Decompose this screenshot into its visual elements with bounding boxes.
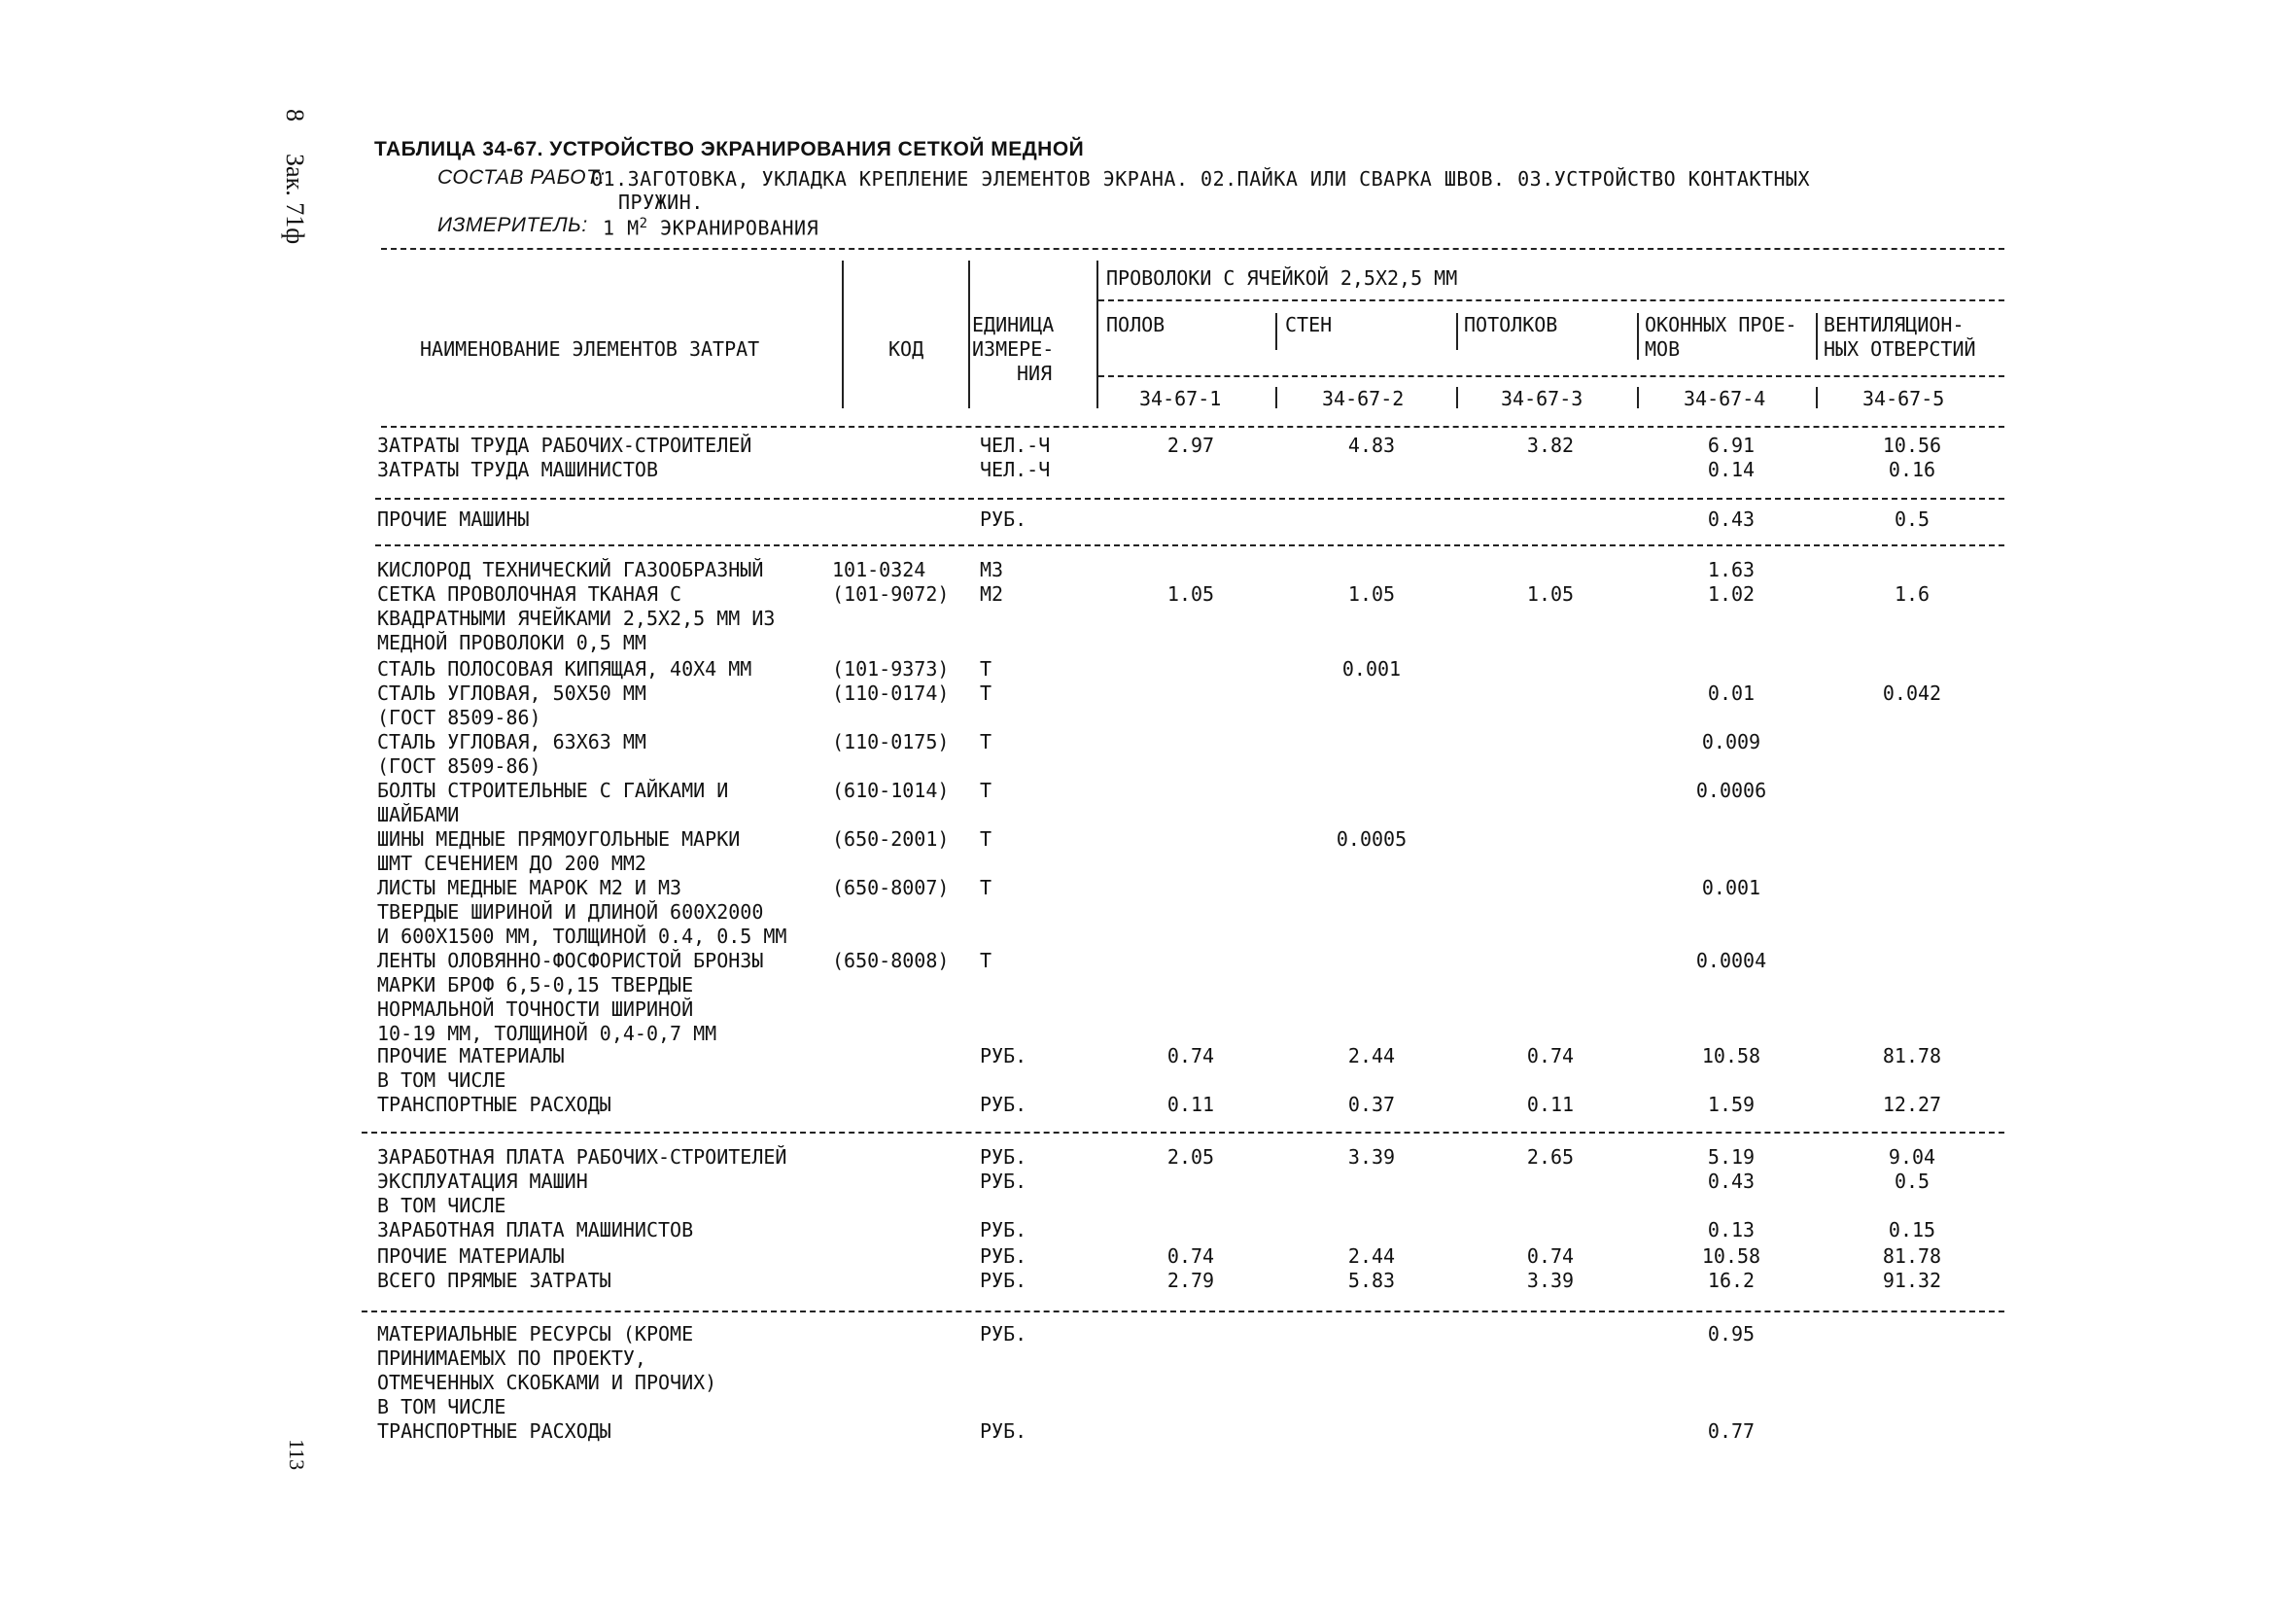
row-value-4: 0.14 xyxy=(1707,458,1756,481)
row-code: (650-8008) xyxy=(832,949,950,972)
row-value-1: 2.05 xyxy=(1166,1145,1215,1169)
row-unit: Т xyxy=(980,876,992,899)
row-value-3: 3.39 xyxy=(1526,1269,1575,1292)
meter-unit: 1 М xyxy=(603,216,640,240)
row-name: СЕТКА ПРОВОЛОЧНАЯ ТКАНАЯ С xyxy=(377,582,682,606)
row-value-4: 10.58 xyxy=(1701,1244,1761,1268)
col-code-3: 34-67-3 xyxy=(1501,387,1583,410)
row-value-4: 5.19 xyxy=(1707,1145,1756,1169)
row-name: ЗАРАБОТНАЯ ПЛАТА МАШИНИСТОВ xyxy=(377,1218,694,1241)
row-name: 10-19 ММ, ТОЛЩИНОЙ 0,4-0,7 ММ xyxy=(377,1022,717,1045)
rule-sep-2 xyxy=(375,544,2004,546)
row-value-4: 0.0006 xyxy=(1695,779,1767,802)
row-value-5: 0.5 xyxy=(1894,1170,1931,1193)
vbar-c3 xyxy=(1456,387,1458,408)
row-value-3: 3.82 xyxy=(1526,434,1575,457)
row-value-1: 0.11 xyxy=(1166,1093,1215,1116)
col-unit-header-3: НИЯ xyxy=(1017,362,1053,385)
col-unit-header-1: ЕДИНИЦА xyxy=(972,313,1055,336)
col-code-5: 34-67-5 xyxy=(1862,387,1945,410)
col-group-header: ПРОВОЛОКИ С ЯЧЕЙКОЙ 2,5Х2,5 ММ xyxy=(1106,266,1458,290)
row-value-5: 81.78 xyxy=(1882,1244,1942,1268)
rule-group xyxy=(1098,299,2004,301)
row-value-2: 0.001 xyxy=(1341,657,1402,681)
row-value-4: 10.58 xyxy=(1701,1044,1761,1067)
row-unit: РУБ. xyxy=(980,1244,1027,1268)
row-unit: ЧЕЛ.-Ч xyxy=(980,434,1051,457)
row-value-2: 5.83 xyxy=(1347,1269,1396,1292)
row-name: В ТОМ ЧИСЛЕ xyxy=(377,1395,506,1418)
vbar-s3 xyxy=(1456,313,1458,350)
row-value-5: 0.16 xyxy=(1888,458,1936,481)
row-value-2: 0.0005 xyxy=(1336,827,1408,851)
row-unit: РУБ. xyxy=(980,1170,1027,1193)
order-number: Зак. 71ф xyxy=(281,154,309,245)
bottom-page-number: 113 xyxy=(285,1439,309,1471)
row-value-5: 1.6 xyxy=(1894,582,1931,606)
row-name: ПРОЧИЕ МАТЕРИАЛЫ xyxy=(377,1044,565,1067)
row-value-1: 0.74 xyxy=(1166,1244,1215,1268)
rule-sub xyxy=(1098,375,2004,377)
row-value-4: 0.95 xyxy=(1707,1322,1756,1346)
row-code: (110-0174) xyxy=(832,682,950,705)
row-value-5: 91.32 xyxy=(1882,1269,1942,1292)
row-value-4: 0.0004 xyxy=(1695,949,1767,972)
col-code-2: 34-67-2 xyxy=(1322,387,1405,410)
vbar-s4 xyxy=(1637,313,1639,360)
row-unit: РУБ. xyxy=(980,1044,1027,1067)
row-value-1: 0.74 xyxy=(1166,1044,1215,1067)
row-value-2: 4.83 xyxy=(1347,434,1396,457)
vbar-c5 xyxy=(1816,387,1818,408)
row-value-5: 0.042 xyxy=(1882,682,1942,705)
row-value-2: 2.44 xyxy=(1347,1044,1396,1067)
row-value-4: 16.2 xyxy=(1707,1269,1756,1292)
rule-sep-1 xyxy=(375,498,2004,500)
row-code: (650-2001) xyxy=(832,827,950,851)
col-sub-4: ОКОННЫХ ПРОЕ- xyxy=(1645,313,1797,336)
vbar-c2 xyxy=(1275,387,1277,408)
row-name: В ТОМ ЧИСЛЕ xyxy=(377,1194,506,1217)
row-name: ОТМЕЧЕННЫХ СКОБКАМИ И ПРОЧИХ) xyxy=(377,1371,717,1394)
row-name: ПРИНИМАЕМЫХ ПО ПРОЕКТУ, xyxy=(377,1346,646,1370)
vbar-unit xyxy=(968,261,970,408)
row-value-5: 9.04 xyxy=(1888,1145,1936,1169)
row-value-5: 10.56 xyxy=(1882,434,1942,457)
rule-top xyxy=(381,248,2004,250)
row-unit: Т xyxy=(980,779,992,802)
row-value-3: 0.74 xyxy=(1526,1244,1575,1268)
row-name: КИСЛОРОД ТЕХНИЧЕСКИЙ ГАЗООБРАЗНЫЙ xyxy=(377,558,764,581)
row-value-4: 6.91 xyxy=(1707,434,1756,457)
composition-label: СОСТАВ РАБОТ: xyxy=(437,166,606,189)
row-code: (650-8007) xyxy=(832,876,950,899)
row-unit: РУБ. xyxy=(980,1218,1027,1241)
table-title: ТАБЛИЦА 34-67. УСТРОЙСТВО ЭКРАНИРОВАНИЯ СЕТКОЙ МЕДНОЙ xyxy=(374,138,1085,160)
row-value-1: 1.05 xyxy=(1166,582,1215,606)
row-unit: РУБ. xyxy=(980,1322,1027,1346)
row-name: ЗАТРАТЫ ТРУДА РАБОЧИХ-СТРОИТЕЛЕЙ xyxy=(377,434,752,457)
row-unit: РУБ. xyxy=(980,1269,1027,1292)
row-name: ПРОЧИЕ МАТЕРИАЛЫ xyxy=(377,1244,565,1268)
vbar-s5 xyxy=(1816,313,1818,360)
row-name: СТАЛЬ УГЛОВАЯ, 63Х63 ММ xyxy=(377,730,646,753)
row-value-2: 1.05 xyxy=(1347,582,1396,606)
row-name: МЕДНОЙ ПРОВОЛОКИ 0,5 ММ xyxy=(377,631,646,654)
rule-head-bottom xyxy=(381,426,2004,428)
row-code: (101-9072) xyxy=(832,582,950,606)
row-name: ЗАРАБОТНАЯ ПЛАТА РАБОЧИХ-СТРОИТЕЛЕЙ xyxy=(377,1145,787,1169)
col-sub-3: ПОТОЛКОВ xyxy=(1464,313,1558,336)
col-code-4: 34-67-4 xyxy=(1684,387,1766,410)
row-unit: Т xyxy=(980,657,992,681)
composition-text: 01.ЗАГОТОВКА, УКЛАДКА КРЕПЛЕНИЕ ЭЛЕМЕНТОВ ЭКРАНА. 02.ПАЙКА ИЛИ СВАРКА ШВОВ. 03.УСТРОЙСТВО КОНТАКТНЫХ xyxy=(591,167,1811,191)
row-unit: РУБ. xyxy=(980,1093,1027,1116)
row-value-3: 1.05 xyxy=(1526,582,1575,606)
row-name: (ГОСТ 8509-86) xyxy=(377,706,541,729)
row-name: ШМТ СЕЧЕНИЕМ ДО 200 ММ2 xyxy=(377,852,646,875)
row-unit: Т xyxy=(980,682,992,705)
col-sub-4b: МОВ xyxy=(1645,337,1681,361)
row-name: СТАЛЬ УГЛОВАЯ, 50Х50 ММ xyxy=(377,682,646,705)
col-code-header: КОД xyxy=(888,337,924,361)
col-sub-2: СТЕН xyxy=(1285,313,1333,336)
row-value-5: 0.5 xyxy=(1894,507,1931,531)
vbar-s2 xyxy=(1275,313,1277,350)
row-name: НОРМАЛЬНОЙ ТОЧНОСТИ ШИРИНОЙ xyxy=(377,997,694,1021)
row-code: (610-1014) xyxy=(832,779,950,802)
row-value-2: 2.44 xyxy=(1347,1244,1396,1268)
row-value-3: 0.11 xyxy=(1526,1093,1575,1116)
row-value-4: 1.02 xyxy=(1707,582,1756,606)
row-value-4: 1.59 xyxy=(1707,1093,1756,1116)
col-unit-header-2: ИЗМЕРЕ- xyxy=(972,337,1055,361)
meter-label: ИЗМЕРИТЕЛЬ: xyxy=(437,214,588,236)
meter-unit-sup: 2 xyxy=(639,216,648,231)
row-name: ТРАНСПОРТНЫЕ РАСХОДЫ xyxy=(377,1419,611,1443)
row-value-3: 0.74 xyxy=(1526,1044,1575,1067)
vbar-code xyxy=(842,261,844,408)
row-unit: М3 xyxy=(980,558,1004,581)
row-value-2: 3.39 xyxy=(1347,1145,1396,1169)
row-name: БОЛТЫ СТРОИТЕЛЬНЫЕ С ГАЙКАМИ И xyxy=(377,779,729,802)
row-unit: Т xyxy=(980,730,992,753)
row-name: МАРКИ БРОФ 6,5-0,15 ТВЕРДЫЕ xyxy=(377,973,694,996)
row-name: МАТЕРИАЛЬНЫЕ РЕСУРСЫ (КРОМЕ xyxy=(377,1322,694,1346)
row-code: 101-0324 xyxy=(832,558,926,581)
row-value-5: 12.27 xyxy=(1882,1093,1942,1116)
row-name: (ГОСТ 8509-86) xyxy=(377,754,541,778)
row-value-5: 81.78 xyxy=(1882,1044,1942,1067)
row-value-2: 0.37 xyxy=(1347,1093,1396,1116)
row-name: ВСЕГО ПРЯМЫЕ ЗАТРАТЫ xyxy=(377,1269,611,1292)
vbar-group xyxy=(1096,261,1098,408)
row-value-4: 0.43 xyxy=(1707,507,1756,531)
row-name: ЗАТРАТЫ ТРУДА МАШИНИСТОВ xyxy=(377,458,658,481)
row-unit: Т xyxy=(980,949,992,972)
row-unit: РУБ. xyxy=(980,1145,1027,1169)
row-value-1: 2.79 xyxy=(1166,1269,1215,1292)
row-unit: М2 xyxy=(980,582,1004,606)
row-name: ЛЕНТЫ ОЛОВЯННО-ФОСФОРИСТОЙ БРОНЗЫ xyxy=(377,949,764,972)
meter-unit-desc: ЭКРАНИРОВАНИЯ xyxy=(660,216,819,240)
row-unit: РУБ. xyxy=(980,507,1027,531)
row-value-4: 0.001 xyxy=(1701,876,1761,899)
page-number: 8 xyxy=(281,109,309,122)
row-value-4: 0.009 xyxy=(1701,730,1761,753)
col-sub-1: ПОЛОВ xyxy=(1106,313,1165,336)
col-code-1: 34-67-1 xyxy=(1139,387,1222,410)
row-value-5: 0.15 xyxy=(1888,1218,1936,1241)
row-unit: РУБ. xyxy=(980,1419,1027,1443)
row-name: ЭКСПЛУАТАЦИЯ МАШИН xyxy=(377,1170,588,1193)
meter-text xyxy=(603,216,818,240)
row-name: КВАДРАТНЫМИ ЯЧЕЙКАМИ 2,5Х2,5 ММ ИЗ xyxy=(377,607,776,630)
row-name: ПРОЧИЕ МАШИНЫ xyxy=(377,507,530,531)
row-name: ЛИСТЫ МЕДНЫЕ МАРОК М2 И М3 xyxy=(377,876,682,899)
row-value-1: 2.97 xyxy=(1166,434,1215,457)
row-name: И 600Х1500 ММ, ТОЛЩИНОЙ 0.4, 0.5 ММ xyxy=(377,925,787,948)
row-name: ТВЕРДЫЕ ШИРИНОЙ И ДЛИНОЙ 600Х2000 xyxy=(377,900,764,924)
row-name: ШИНЫ МЕДНЫЕ ПРЯМОУГОЛЬНЫЕ МАРКИ xyxy=(377,827,741,851)
row-value-3: 2.65 xyxy=(1526,1145,1575,1169)
row-name: ТРАНСПОРТНЫЕ РАСХОДЫ xyxy=(377,1093,611,1116)
col-sub-5b: НЫХ ОТВЕРСТИЙ xyxy=(1824,337,1976,361)
row-value-4: 1.63 xyxy=(1707,558,1756,581)
row-unit: ЧЕЛ.-Ч xyxy=(980,458,1051,481)
row-value-4: 0.13 xyxy=(1707,1218,1756,1241)
row-code: (110-0175) xyxy=(832,730,950,753)
vbar-c4 xyxy=(1637,387,1639,408)
col-name-header: НАИМЕНОВАНИЕ ЭЛЕМЕНТОВ ЗАТРАТ xyxy=(420,337,760,361)
row-name: ШАЙБАМИ xyxy=(377,803,460,826)
rule-sep-4 xyxy=(362,1311,2004,1312)
row-name: В ТОМ ЧИСЛЕ xyxy=(377,1068,506,1092)
rule-sep-3 xyxy=(362,1132,2004,1134)
row-value-4: 0.01 xyxy=(1707,682,1756,705)
composition-text-2: ПРУЖИН. xyxy=(618,191,704,214)
row-value-4: 0.43 xyxy=(1707,1170,1756,1193)
row-unit: Т xyxy=(980,827,992,851)
row-code: (101-9373) xyxy=(832,657,950,681)
row-value-4: 0.77 xyxy=(1707,1419,1756,1443)
row-name: СТАЛЬ ПОЛОСОВАЯ КИПЯЩАЯ, 40Х4 ММ xyxy=(377,657,752,681)
col-sub-5: ВЕНТИЛЯЦИОН- xyxy=(1824,313,1965,336)
